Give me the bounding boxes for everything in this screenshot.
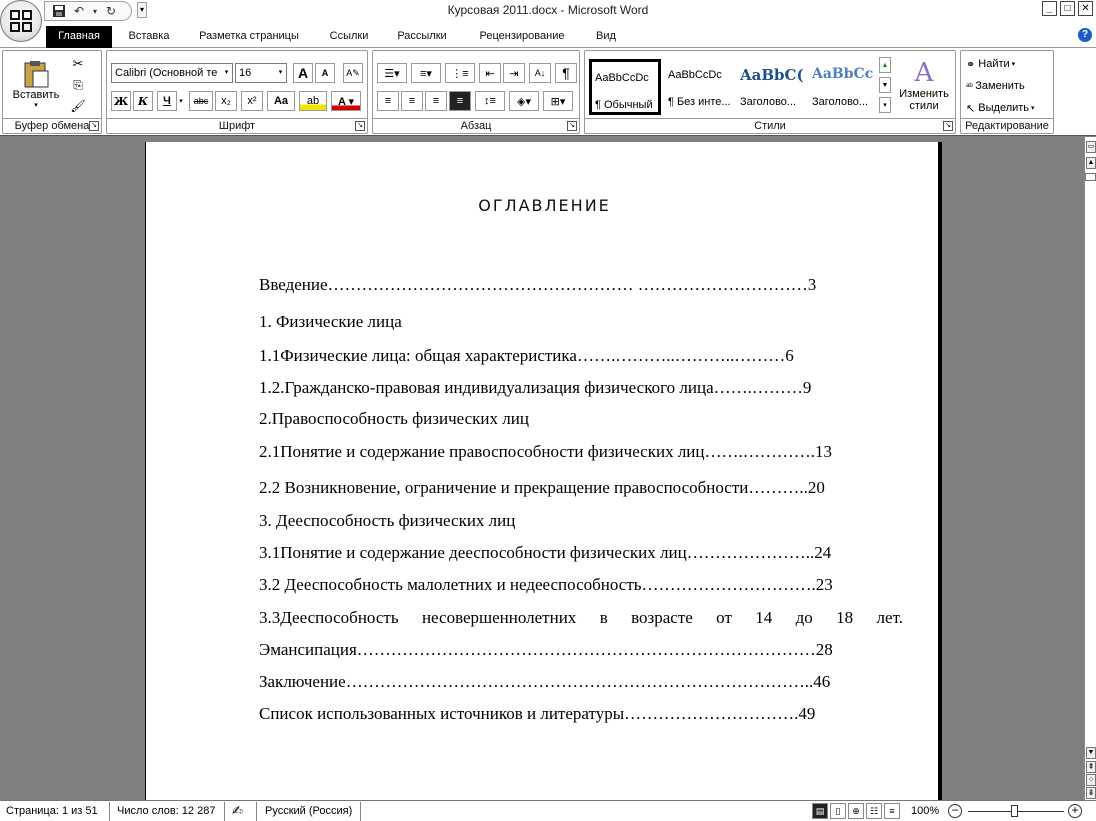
toc-entry: 3.3Дееспособность несовершеннолетних в возрасте от 14 до 18 лет. <box>259 608 903 627</box>
strikethrough-button[interactable]: abc <box>189 91 213 111</box>
styles-launcher-icon[interactable]: ↘ <box>943 121 953 131</box>
align-right-icon[interactable]: ≡ <box>425 91 447 111</box>
undo-icon[interactable]: ↶ <box>73 4 85 18</box>
language-status[interactable]: Русский (Россия) <box>265 805 353 817</box>
underline-dropdown-icon[interactable]: ▾ <box>177 91 185 111</box>
status-separator <box>256 802 257 821</box>
toc-entry: 3.1Понятие и содержание дееспособности физических лиц…………………..24 <box>259 543 832 562</box>
status-separator <box>224 802 225 821</box>
window-title: Курсовая 2011.docx - Microsoft Word <box>447 3 649 17</box>
increase-indent-icon[interactable]: ⇥ <box>503 63 525 83</box>
chevron-down-icon: ▾ <box>224 69 229 76</box>
maximize-button[interactable]: □ <box>1060 1 1075 16</box>
change-styles-button[interactable] <box>895 53 953 117</box>
toc-entry: 2.Правоспособность физических лиц <box>259 409 529 428</box>
font-launcher-icon[interactable]: ↘ <box>355 121 365 131</box>
font-name-value: Calibri (Основной те <box>115 67 218 79</box>
shading-icon[interactable]: ◈▾ <box>509 91 539 111</box>
window-controls <box>1042 1 1093 16</box>
font-size-combo[interactable] <box>235 63 287 83</box>
previous-page-icon[interactable]: ⇞ <box>1087 762 1095 771</box>
clear-formatting-icon[interactable]: A✎ <box>343 63 363 83</box>
document-area <box>0 137 1084 800</box>
toc-entry: Введение……………………………………………… …………………………3 <box>259 275 817 294</box>
undo-dropdown-icon[interactable]: ▾ <box>92 6 97 16</box>
full-screen-reading-icon[interactable]: ▯ <box>830 803 846 819</box>
cut-icon[interactable]: ✂ <box>69 55 87 73</box>
line-spacing-icon[interactable]: ↕≡ <box>475 91 505 111</box>
paste-button[interactable] <box>7 53 65 115</box>
align-center-icon[interactable]: ≡ <box>401 91 423 111</box>
toc-entry: 2.2 Возникновение, ограничение и прекращение правоспособности………..20 <box>259 478 825 497</box>
zoom-slider-thumb[interactable] <box>1011 805 1018 817</box>
superscript-button[interactable]: x² <box>241 91 263 111</box>
style-sample: AaBbCc <box>812 66 874 82</box>
office-button[interactable] <box>0 0 42 42</box>
styles-group-label: Стили <box>585 118 955 133</box>
style-sample: AaBbCcDc <box>668 69 722 81</box>
paragraph-group <box>372 50 580 134</box>
highlight-icon[interactable]: ab <box>299 91 327 111</box>
editing-group <box>960 50 1054 134</box>
font-name-combo[interactable] <box>111 63 233 83</box>
paragraph-launcher-icon[interactable]: ↘ <box>567 121 577 131</box>
format-painter-icon[interactable]: 🖌 <box>70 99 86 113</box>
justify-icon[interactable]: ≡ <box>449 91 471 111</box>
borders-icon[interactable]: ⊞▾ <box>543 91 573 111</box>
font-size-value: 16 <box>239 67 252 79</box>
status-separator <box>360 802 361 821</box>
zoom-level[interactable]: 100% <box>911 805 940 817</box>
subscript-button[interactable]: x₂ <box>215 91 237 111</box>
page-count-status[interactable]: Страница: 1 из 51 <box>6 805 98 817</box>
align-left-icon[interactable]: ≡ <box>377 91 399 111</box>
grow-font-button[interactable]: A <box>293 63 313 83</box>
styles-more-icon[interactable]: ▾ <box>879 97 891 113</box>
clipboard-group-label: Буфер обмена <box>3 118 101 133</box>
zoom-in-button[interactable]: + <box>1068 804 1082 818</box>
toc-entry: 2.1Понятие и содержание правоспособности физических лиц…….………….13 <box>259 442 833 461</box>
minimize-button[interactable]: _ <box>1042 1 1057 16</box>
scroll-down-icon[interactable]: ▼ <box>1086 747 1096 759</box>
scroll-thumb[interactable] <box>1085 173 1096 181</box>
style-heading-1[interactable] <box>737 59 809 115</box>
web-layout-icon[interactable]: ⊕ <box>848 803 864 819</box>
office-logo-icon <box>9 9 33 33</box>
style-sample: AaBbCcDc <box>595 72 649 84</box>
ruler-toggle-icon[interactable]: ▭ <box>1086 141 1096 153</box>
word-count-status[interactable]: Число слов: 12 287 <box>117 805 216 817</box>
clipboard-group <box>2 50 102 134</box>
vertical-scrollbar[interactable] <box>1084 137 1096 800</box>
toc-entry: 3.2 Дееспособность малолетних и недееспособность………………………….23 <box>259 575 833 594</box>
replace-label: Заменить <box>975 80 1025 92</box>
help-icon[interactable]: ? <box>1078 28 1092 42</box>
close-button[interactable]: ✕ <box>1078 1 1093 16</box>
select-button[interactable]: ↖ Выделить ▾ <box>965 99 1051 117</box>
select-label: Выделить <box>978 102 1030 114</box>
font-group-label: Шрифт <box>107 118 367 133</box>
copy-icon[interactable]: ⎘ <box>69 76 87 94</box>
style-name: ¶ Обычный <box>595 99 653 111</box>
bullets-icon[interactable]: ☰▾ <box>377 63 407 83</box>
zoom-out-button[interactable]: − <box>948 804 962 818</box>
title-bar <box>0 0 1096 22</box>
toc-heading: ОГЛАВЛЕНИЕ <box>478 196 611 215</box>
toc-entry: 1.1Физические лица: общая характеристика…….………..………..………6 <box>259 346 794 365</box>
toc-entry: Эмансипация………………………………………………………………………28 <box>259 640 833 659</box>
redo-icon[interactable]: ↻ <box>105 4 117 18</box>
outline-view-icon[interactable]: ☷ <box>866 803 882 819</box>
styles-scroll-up-icon[interactable]: ▲ <box>879 57 891 73</box>
style-no-spacing[interactable] <box>665 59 737 115</box>
draft-view-icon[interactable]: ≡ <box>884 803 900 819</box>
status-separator <box>109 802 110 821</box>
shrink-font-button[interactable]: A <box>315 63 335 83</box>
tab-view[interactable]: Вид <box>596 30 616 42</box>
clipboard-launcher-icon[interactable]: ↘ <box>89 121 99 131</box>
change-styles-label: Изменить стили <box>899 88 949 112</box>
style-normal[interactable] <box>589 59 661 115</box>
font-group <box>106 50 368 134</box>
style-sample: AaBbC( <box>740 66 804 84</box>
style-heading-2[interactable] <box>809 59 881 115</box>
toc-entry: 1. Физические лица <box>259 312 402 331</box>
toc-entry: 3. Дееспособность физических лиц <box>259 511 516 530</box>
multilevel-list-icon[interactable]: ⋮≡ <box>445 63 475 83</box>
tab-page-layout[interactable]: Разметка страницы <box>199 30 299 42</box>
paste-label: Вставить <box>12 89 60 101</box>
toc-entry: 1.2.Гражданско-правовая индивидуализация физического лица…….………9 <box>259 378 812 397</box>
tab-home[interactable]: Главная <box>46 26 112 48</box>
paste-dropdown-icon: ▾ <box>34 102 38 109</box>
scroll-up-icon[interactable]: ▲ <box>1086 157 1096 169</box>
styles-group <box>584 50 956 134</box>
sort-icon[interactable]: A↓ <box>529 63 551 83</box>
ribbon-tabs <box>0 22 1096 48</box>
customize-qat-button[interactable]: ▾ <box>137 2 147 18</box>
tab-references[interactable]: Ссылки <box>329 30 369 42</box>
proofing-icon[interactable]: ✍ <box>232 803 243 818</box>
next-page-icon[interactable]: ⇟ <box>1087 788 1095 797</box>
style-name: Заголово... <box>740 96 797 108</box>
toc-entry: Список использованных источников и литературы………………………….49 <box>259 704 816 723</box>
editing-group-label: Редактирование <box>961 118 1053 133</box>
style-name: Заголово... <box>812 96 869 108</box>
show-marks-button[interactable]: ¶ <box>555 63 577 83</box>
clipboard-icon <box>21 59 51 89</box>
style-name: ¶ Без инте... <box>668 96 731 108</box>
paragraph-group-label: Абзац <box>373 118 579 133</box>
numbering-icon[interactable]: ≡▾ <box>411 63 441 83</box>
change-case-button[interactable]: Aa <box>267 91 295 111</box>
bold-button[interactable]: Ж <box>111 91 131 111</box>
replace-icon: ᵃᵇ <box>966 81 976 91</box>
font-color-icon[interactable]: A ▾ <box>331 91 361 111</box>
ribbon <box>0 48 1096 136</box>
cursor-icon: ↖ <box>966 102 979 115</box>
binoculars-icon: ⚭ <box>966 58 979 71</box>
select-browse-object-icon[interactable]: ○ <box>1086 774 1096 786</box>
decrease-indent-icon[interactable]: ⇤ <box>479 63 501 83</box>
italic-button[interactable]: К <box>133 91 153 111</box>
styles-scroll-down-icon[interactable]: ▼ <box>879 77 891 93</box>
print-layout-view-icon[interactable]: ▤ <box>812 803 828 819</box>
tab-review[interactable]: Рецензирование <box>479 30 565 42</box>
underline-button[interactable]: Ч <box>157 91 177 111</box>
find-label: Найти <box>978 58 1010 70</box>
document-page[interactable] <box>145 142 942 800</box>
replace-button[interactable] <box>965 77 1051 95</box>
tab-mailings[interactable]: Рассылки <box>397 30 447 42</box>
toc-entry: Заключение………………………………………………………………………..46 <box>259 672 831 691</box>
chevron-down-icon: ▾ <box>278 69 283 76</box>
status-bar <box>0 800 1096 821</box>
change-styles-icon: A <box>914 58 934 88</box>
tab-insert[interactable]: Вставка <box>128 30 170 42</box>
find-button[interactable]: ⚭ Найти ▾ <box>965 55 1051 73</box>
